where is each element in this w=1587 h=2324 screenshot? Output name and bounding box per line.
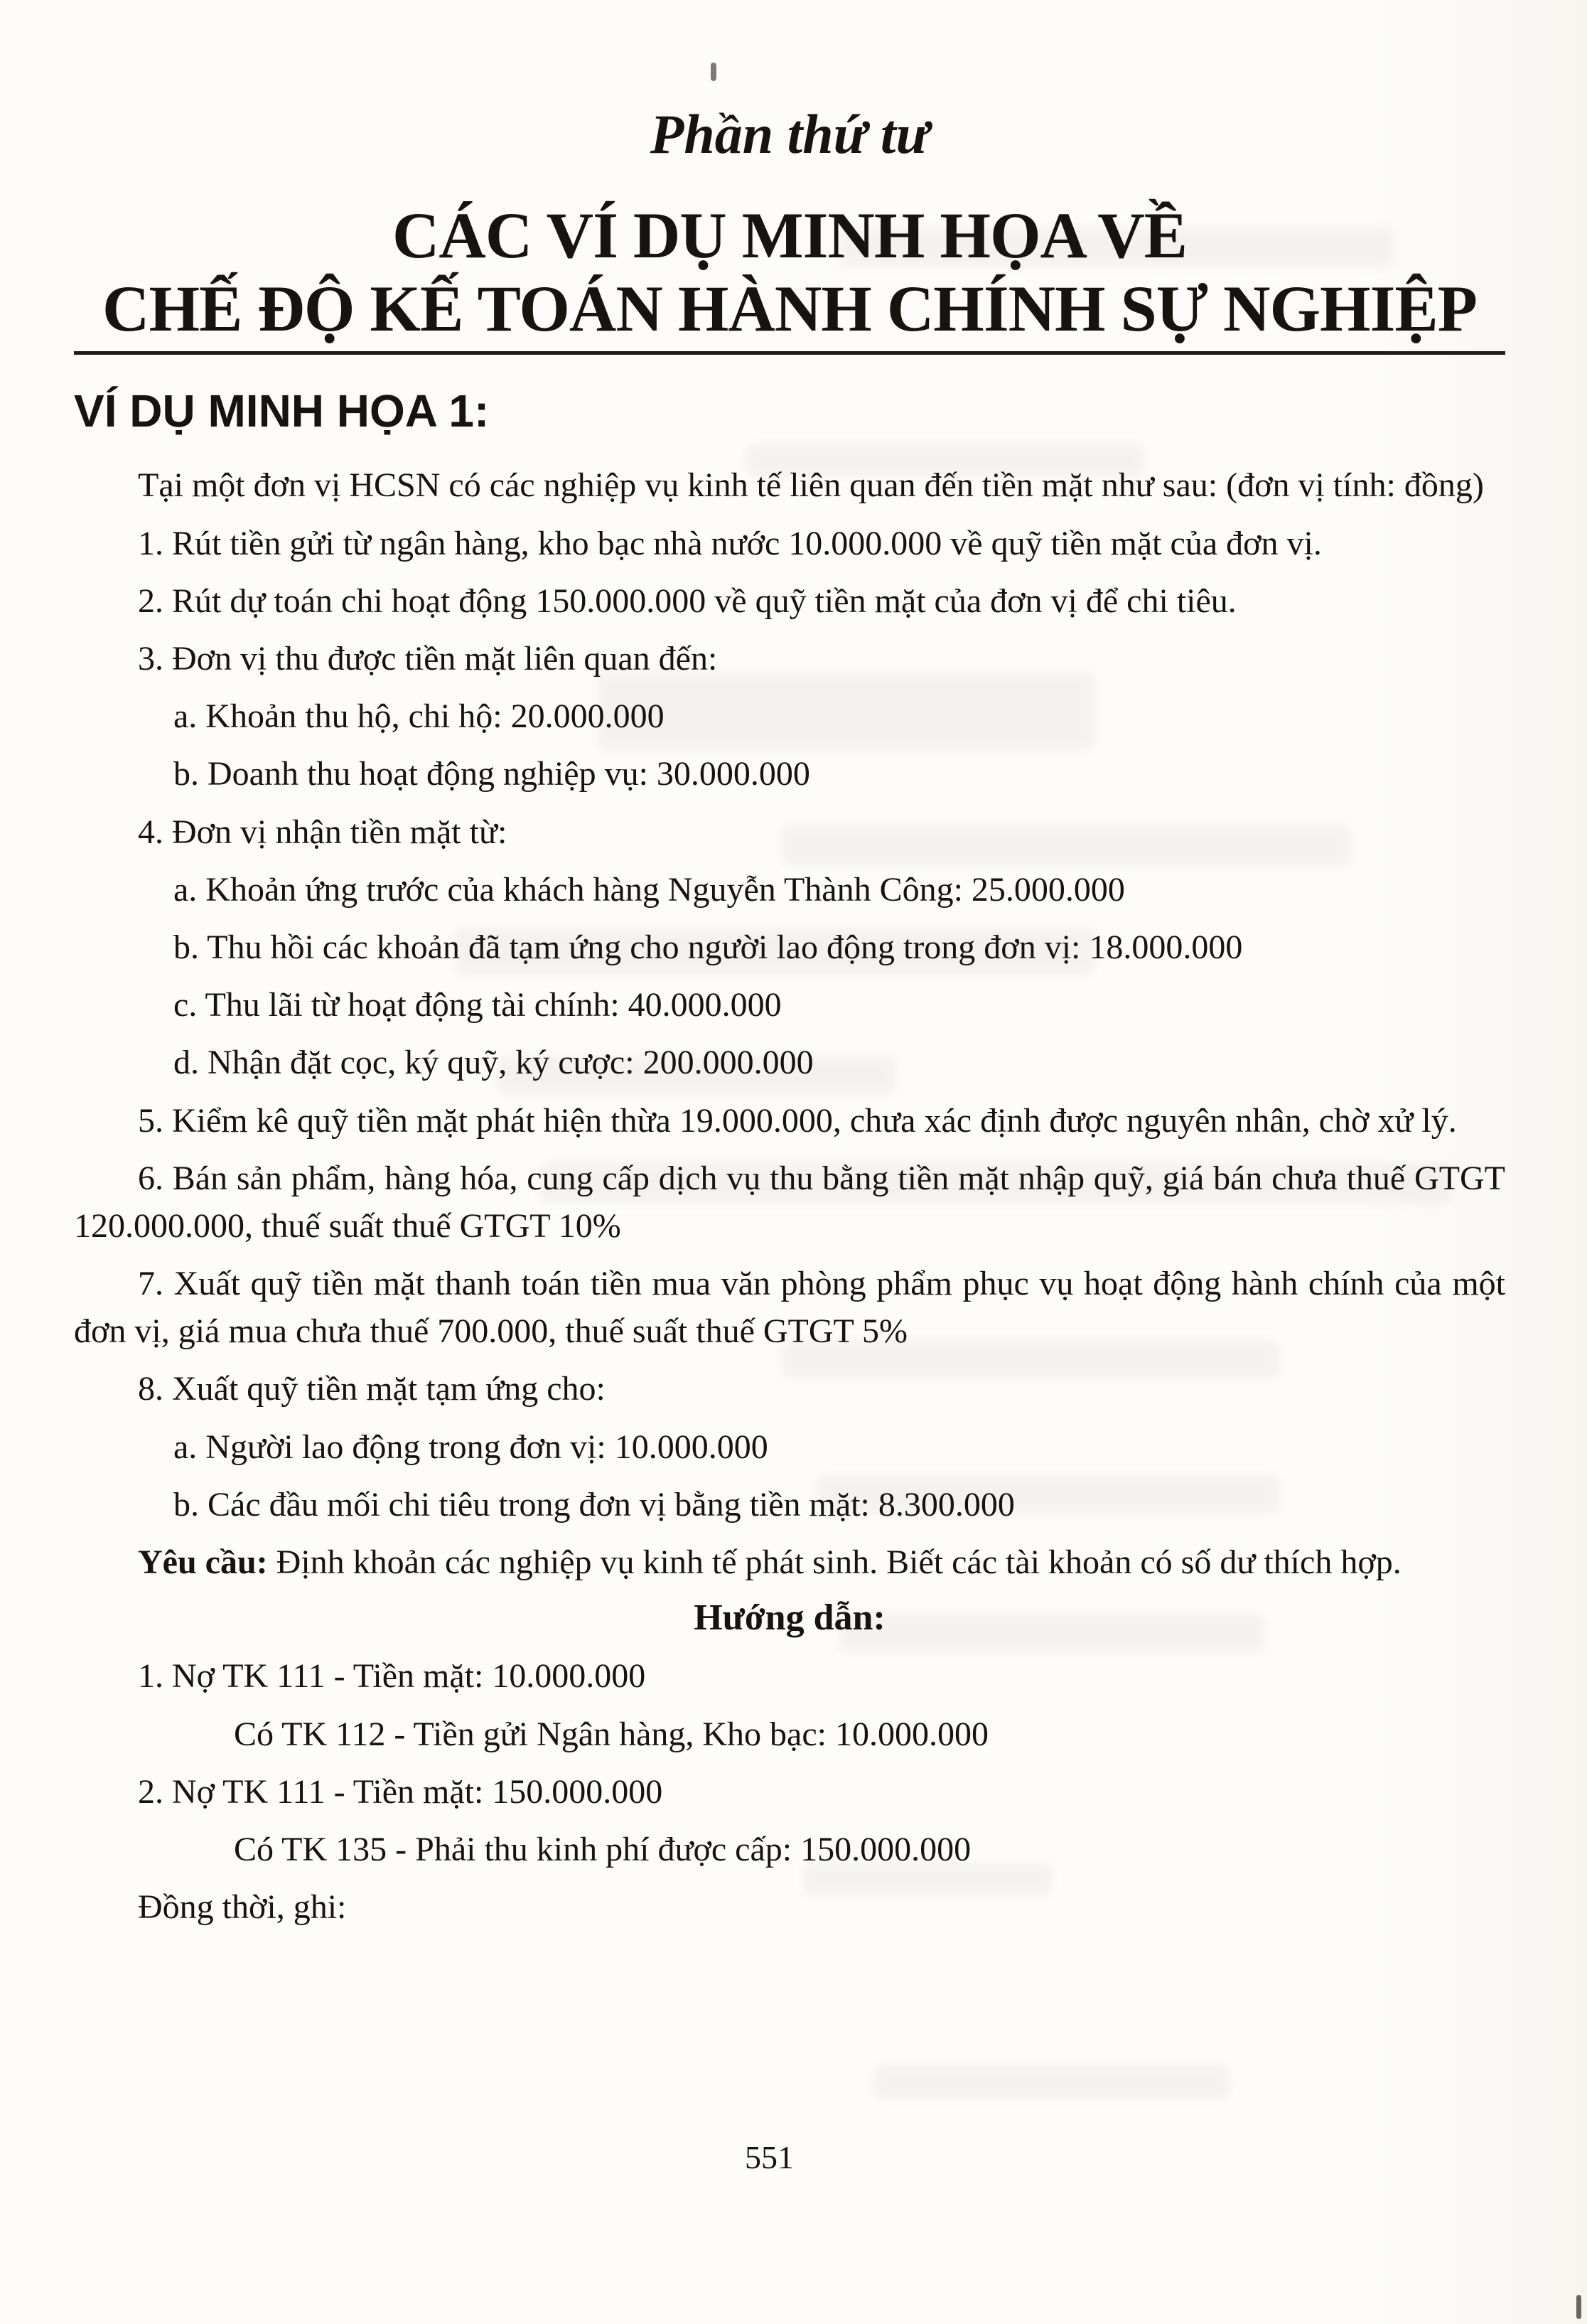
journal-entry-1-debit: 1. Nợ TK 111 - Tiền mặt: 10.000.000: [138, 1657, 646, 1696]
page-content: [0, 103, 1587, 1931]
transaction-item-3: 3. Đơn vị thu được tiền mặt liên quan đến:: [138, 640, 718, 678]
transaction-item-8a: a. Người lao động trong đơn vị: 10.000.000: [173, 1428, 768, 1466]
transaction-item-4: 4. Đơn vị nhận tiền mặt từ:: [138, 813, 507, 851]
requirement-paragraph: [74, 1538, 1505, 1586]
requirement-text: Định khoản các nghiệp vụ kinh tế phát sinh. Biết các tài khoản có số dư thích hợp.: [267, 1543, 1402, 1582]
intro-paragraph: Tại một đơn vị HCSN có các nghiệp vụ kinh tế liên quan đến tiền mặt như sau: (đơn vị tính: đồng): [138, 466, 1484, 505]
transaction-item-1: 1. Rút tiền gửi từ ngân hàng, kho bạc nhà nước 10.000.000 về quỹ tiền mặt của đơn vị.: [138, 524, 1322, 562]
transaction-item-4c: c. Thu lãi từ hoạt động tài chính: 40.000.000: [173, 986, 782, 1024]
title-underline: [74, 351, 1505, 355]
main-title-line1: CÁC VÍ DỤ MINH HỌA VỀ: [392, 199, 1188, 272]
example-heading: VÍ DỤ MINH HỌA 1:: [74, 385, 490, 437]
transaction-item-2: 2. Rút dự toán chi hoạt động 150.000.000 về quỹ tiền mặt của đơn vị để chi tiêu.: [138, 582, 1237, 620]
transaction-item-8b: b. Các đầu mối chi tiêu trong đơn vị bằng tiền mặt: 8.300.000: [173, 1485, 1015, 1524]
journal-entry-2-debit: 2. Nợ TK 111 - Tiền mặt: 150.000.000: [138, 1772, 663, 1811]
transaction-item-4b: b. Thu hồi các khoản đã tạm ứng cho người lao động trong đơn vị: 18.000.000: [173, 928, 1243, 966]
page-number: 551: [745, 2139, 794, 2175]
transaction-item-6: 6. Bán sản phẩm, hàng hóa, cung cấp dịch vụ thu bằng tiền mặt nhập quỹ, giá bán chưa thuế GTGT 120.000.000, thuế suất thuế GTGT 10%: [74, 1159, 1505, 1245]
requirement-label: Yêu cầu:: [138, 1543, 268, 1582]
scan-speck: [1576, 2295, 1581, 2319]
scan-speck: [711, 63, 716, 81]
journal-entry-2-note: Đồng thời, ghi:: [138, 1888, 347, 1927]
guidance-heading: Hướng dẫn:: [694, 1597, 886, 1639]
bleed-through-ghost: [874, 2065, 1230, 2099]
journal-entry-1-credit: Có TK 112 - Tiền gửi Ngân hàng, Kho bạc: 10.000.000: [234, 1715, 989, 1753]
transaction-item-4a: a. Khoản ứng trước của khách hàng Nguyễn Thành Công: 25.000.000: [173, 870, 1125, 909]
transaction-item-3b: b. Doanh thu hoạt động nghiệp vụ: 30.000.000: [173, 755, 810, 793]
transaction-item-7: 7. Xuất quỹ tiền mặt thanh toán tiền mua văn phòng phẩm phục vụ hoạt động hành chính của một đơn vị, giá mua chưa thuế 700.000, thuế suất thuế GTGT 5%: [74, 1265, 1505, 1351]
transaction-item-8: 8. Xuất quỹ tiền mặt tạm ứng cho:: [138, 1370, 606, 1408]
transaction-item-5: 5. Kiểm kê quỹ tiền mặt phát hiện thừa 19.000.000, chưa xác định được nguyên nhân, chờ xử lý.: [138, 1101, 1457, 1140]
part-label: Phần thứ tư: [650, 103, 930, 165]
transaction-item-3a: a. Khoản thu hộ, chi hộ: 20.000.000: [173, 697, 665, 736]
transaction-item-4d: d. Nhận đặt cọc, ký quỹ, ký cược: 200.000.000: [173, 1044, 814, 1082]
main-title: [74, 199, 1505, 346]
journal-entry-2-credit: Có TK 135 - Phải thu kinh phí được cấp: 150.000.000: [234, 1830, 972, 1868]
main-title-line2: CHẾ ĐỘ KẾ TOÁN HÀNH CHÍNH SỰ NGHIỆP: [102, 272, 1477, 346]
